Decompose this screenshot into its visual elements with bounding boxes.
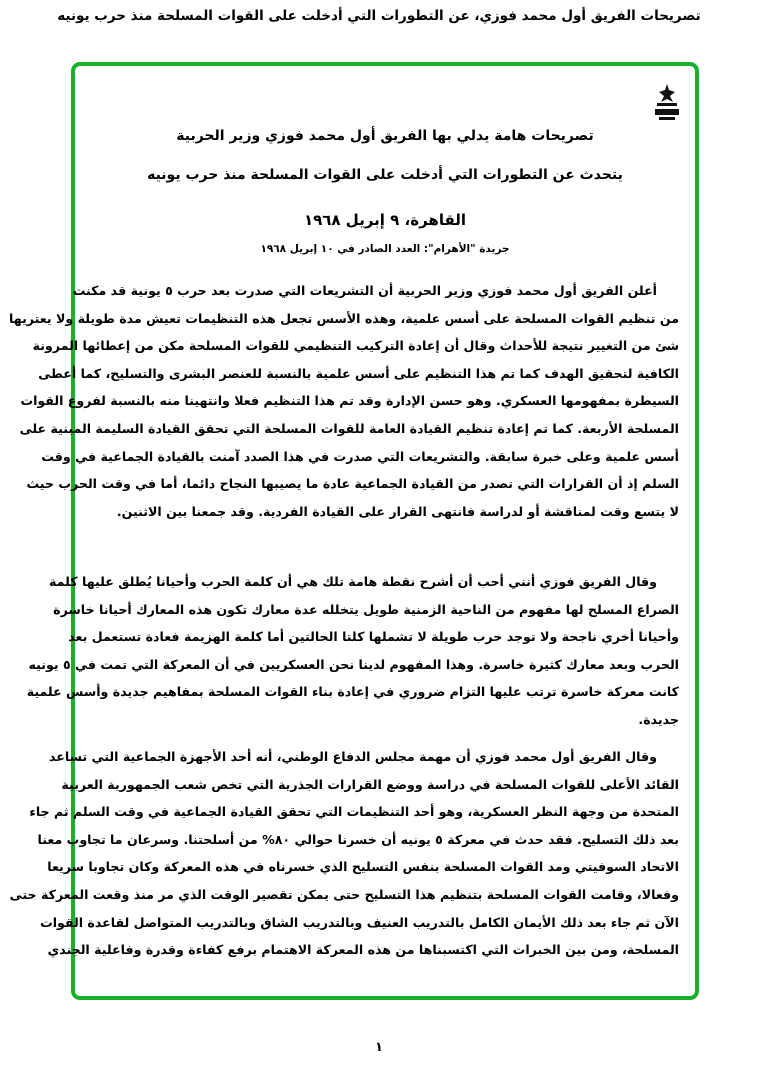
paragraph-line: السيطرة بمفهومها العسكري. وهو حسن الإدارة وقد تم هذا التنظيم فعلا وانتهينا منه بالنسبة لفروع القوات xyxy=(20,393,679,409)
paragraph-line: القائد الأعلى للقوات المسلحة في دراسة ووضع القرارات الجذرية التي تخص شعب الجمهورية العربية xyxy=(61,776,679,792)
paragraph-line: السلم إذ أن القرارات التي تصدر من القيادة الجماعية عادة ما يصيبها النجاح دائما، أما في وقت الحرب حيث xyxy=(26,476,679,492)
paragraph-line: أسس علمية وعلى خبرة سابقة. والتشريعات التي صدرت في هذا الصدد آمنت بالقيادة الجماعية في وقت xyxy=(41,448,679,464)
page-number: ١ xyxy=(375,1040,383,1055)
running-header: تصريحات الفريق أول محمد فوزي، عن التطورات التي أدخلت على القوات المسلحة منذ حرب يونيه xyxy=(57,8,701,24)
paragraph-line: كانت معركة خاسرة ترتب عليها التزام ضروري في إعادة بناء القوات المسلحة بمفاهيم جديدة وأسس علمية xyxy=(26,684,679,700)
archive-emblem-icon xyxy=(653,82,681,124)
title-line-1: تصريحات هامة يدلي بها الفريق أول محمد فوزي وزير الحربية xyxy=(176,128,594,144)
paragraph-line: الآن ثم جاء بعد ذلك الأيمان الكامل بالتدريب العنيف وبالتدريب الشاق وبالتدريب المتواصل لقاعدة القوات xyxy=(40,914,679,930)
paragraph-line: وأحيانا أخري ناجحة ولا توجد حرب طويلة لا تشملها كلتا الحالتين أما كلمة الهزيمة فعادة تستعمل بعد xyxy=(68,629,679,645)
paragraph-3 xyxy=(9,743,679,964)
paragraph-line: بعد ذلك التسليح. فقد حدث في معركة ٥ يونيه أن خسرنا حوالي ٨٠% من أسلحتنا. وسرعان ما تجاوب معنا xyxy=(37,831,679,847)
paragraph-1 xyxy=(9,277,679,525)
paragraph-line: وفعالا، وقامت القوات المسلحة بتنظيم هذا التسليح حتى يمكن تقصير الوقت الذي مر منذ وقعت المعركة حتى xyxy=(9,886,679,902)
paragraph-line: الكافية لتحقيق الهدف كما تم هذا التنظيم على أسس علمية بالنسبة للعنصر البشرى والتسليح، كما أعطى xyxy=(38,365,679,381)
paragraph-line: لا يتسع وقت لمناقشة أو لدراسة فانتهى القرار على القيادة الفردية. وقد جمعنا بين الاثنين. xyxy=(116,503,679,519)
paragraph-line: الاتحاد السوفيتي ومد القوات المسلحة بنفس التسليح الذي خسرناه في هذه المعركة وكان تجاوبا سريعا xyxy=(47,859,679,875)
title-line-2: يتحدث عن التطورات التي أدخلت على القوات المسلحة منذ حرب يونيه xyxy=(147,167,623,183)
paragraph-line: من تنظيم القوات المسلحة على أسس علمية، وهذه الأسس تجعل هذه التنظيمات تعيش مدة طويلة ولا يعتريها xyxy=(9,310,679,326)
paragraph-line: وقال الفريق فوزي أنني أحب أن أشرح نقطة هامة تلك هي أن كلمة الحرب وأحيانا يُطلق عليها كلمة xyxy=(49,574,657,589)
source-citation: جريدة "الأهرام": العدد الصادر في ١٠ إبريل ١٩٦٨ xyxy=(260,243,510,255)
paragraph-line: الصراع المسلح لها مفهوم من الناحية الزمنية طويل يتخلله عدة معارك تكون هذه المعارك أحيانا خاسرة xyxy=(53,601,679,617)
dateline: القاهرة، ٩ إبريل ١٩٦٨ xyxy=(303,211,467,229)
paragraph-2 xyxy=(26,568,679,734)
paragraph-line: الحرب وبعد معارك كثيرة خاسرة. وهذا المفهوم لدينا نحن العسكريين في أن المعركة التي تمت في ٥ يونيه xyxy=(28,656,679,672)
paragraph-line: المتحدة من وجهة النظر العسكرية، وهو أحد التنظيمات التي تحقق القيادة الجماعية في وقت السلم ثم جاء xyxy=(29,804,679,820)
paragraph-line: المسلحة، ومن بين الخبرات التي اكتسبناها من هذه المعركة الاهتمام برفع كفاءة وقدرة وفاعلية الجندي xyxy=(47,942,679,958)
paragraph-line: أعلن الفريق أول محمد فوزي وزير الحربية أن التشريعات التي صدرت بعد حرب ٥ يونية قد مكنت xyxy=(72,283,657,298)
page-frame xyxy=(9,62,699,1000)
paragraph-line: المسلحة الأربعة. كما تم إعادة تنظيم القيادة العامة للقوات المسلحة التي تحقق القيادة السليمة المبنية على xyxy=(19,420,679,436)
paragraph-line: جديدة. xyxy=(638,711,679,727)
paragraph-line: وقال الفريق أول محمد فوزي أن مهمة مجلس الدفاع الوطني، أنه أحد الأجهزة الجماعية التي تساعد xyxy=(48,749,657,764)
paragraph-line: شئ من التغيير نتيجة للأحداث وقال أن إعادة التركيب التنظيمي للقوات المسلحة مكن من إعطائها المرونة xyxy=(32,338,679,354)
